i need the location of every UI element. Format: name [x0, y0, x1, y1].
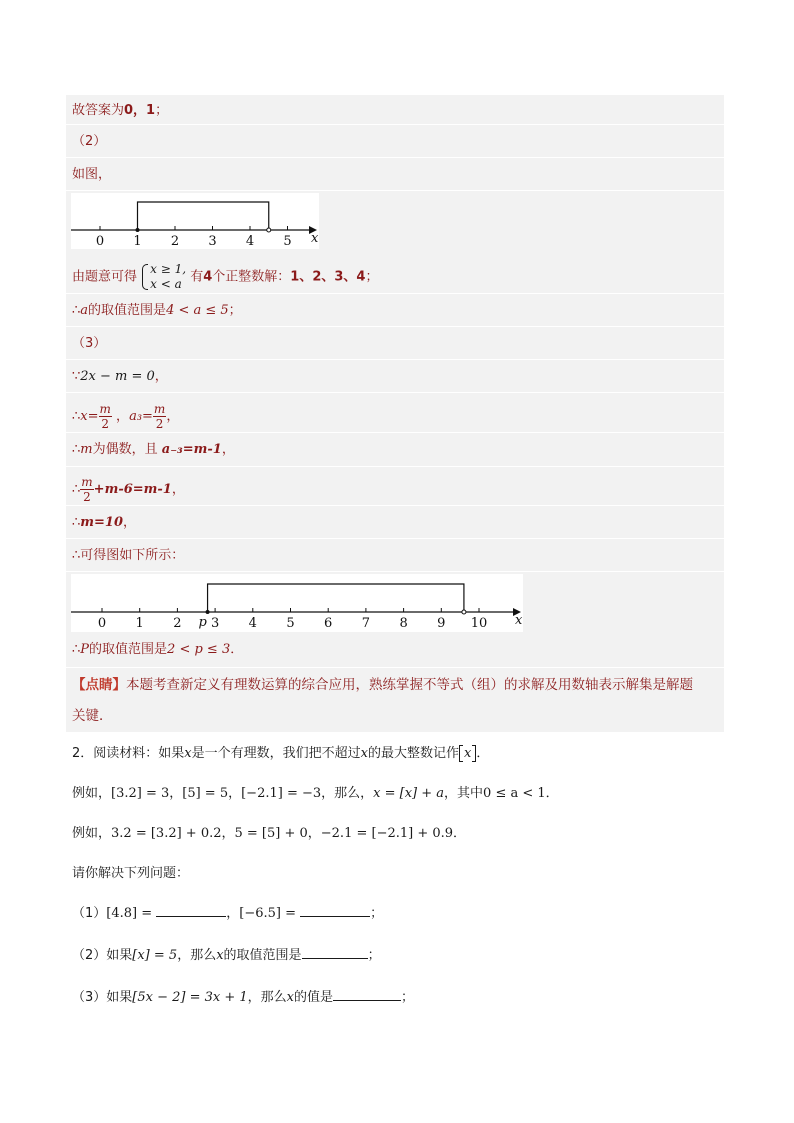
- tick-label: 8: [399, 616, 408, 631]
- text-has: 有: [190, 269, 204, 285]
- tick-label: 3: [208, 234, 217, 249]
- axis-label: x: [311, 231, 319, 246]
- figure-below-text: 可得图如下所示：: [80, 548, 185, 563]
- text-where: ，其中: [444, 786, 484, 801]
- tick-label: 2: [173, 616, 182, 631]
- var-a: a: [80, 303, 89, 318]
- therefore-symbol: ∴: [72, 482, 81, 497]
- row-separator: [66, 466, 724, 467]
- row-separator: [66, 538, 724, 539]
- m-equation-line: [72, 475, 185, 504]
- frac-denominator: 2: [83, 490, 91, 504]
- q2-intro: 2．阅读材料：如果x是一个有理数，我们把不超过x的最大整数记作 x ．: [72, 746, 490, 761]
- row-separator: [66, 359, 724, 360]
- m-value-line: [72, 514, 136, 532]
- tick-label: 9: [437, 616, 446, 631]
- answer-text: 故答案为: [72, 103, 125, 118]
- floor-bracket-right: [472, 745, 476, 762]
- punctuation: ，: [171, 482, 185, 497]
- example-line-1: 例如，[3.2] = 3，[5] = 5，[−2.1] = −3，那么，x = [x] + a，其中0 ≤ a < 1．: [72, 786, 559, 801]
- comment-line-2: 关键．: [72, 708, 113, 724]
- punctuation: ，: [221, 442, 235, 457]
- var-x: x: [286, 990, 295, 1005]
- punctuation: ；: [365, 269, 379, 285]
- sub-question-3: （3）如果[5x − 2] = 3x + 1，那么x的值是 ；: [72, 986, 414, 1007]
- equation-line: [72, 368, 168, 386]
- var-x: x: [360, 746, 368, 761]
- a-condition: 0 ≤ a < 1: [483, 786, 546, 801]
- sub-question-2: （2）如果[x] = 5，那么x的取值范围是 ；: [72, 944, 381, 965]
- a-minus3-expr: a₋₃=m-1: [161, 442, 222, 457]
- answer-blank-4[interactable]: [333, 986, 401, 1001]
- tick-label: 0: [95, 234, 105, 249]
- number-line-2: [71, 574, 523, 632]
- fraction-m-2: [80, 475, 93, 504]
- example-label: 例如，: [72, 826, 112, 841]
- answer-blank-3[interactable]: [302, 944, 368, 959]
- var-x: x: [184, 746, 192, 761]
- answer-blank-1[interactable]: [156, 902, 226, 917]
- solution-box: [208, 584, 464, 612]
- closed-endpoint: [206, 610, 210, 614]
- text-then: ，那么，: [321, 786, 374, 801]
- var-x: x: [464, 746, 472, 761]
- figure-below-line: [72, 547, 184, 565]
- m-equation: +m-6=m-1: [93, 482, 172, 497]
- punctuation: ；: [155, 103, 169, 118]
- row-separator: [66, 326, 724, 327]
- therefore-symbol: ∴: [72, 515, 81, 530]
- range-text: 的取值范围是: [88, 303, 167, 318]
- a-range-line: [72, 302, 242, 320]
- answer-line-1: [72, 102, 168, 120]
- number-line-1: [71, 193, 319, 249]
- text-then: ，那么: [177, 948, 217, 963]
- row-separator: [66, 157, 724, 158]
- row-separator: [66, 571, 724, 572]
- therefore-symbol: ∴: [72, 642, 81, 657]
- derive-text: 由题意可得: [72, 269, 138, 285]
- as-figure-text: 如图，: [72, 167, 112, 182]
- axis-label: x: [515, 613, 523, 628]
- int-list: 1、2、3、4: [290, 269, 366, 285]
- therefore-symbol: ∴: [72, 303, 81, 318]
- because-symbol: ∵: [72, 369, 81, 384]
- example-line-2: 例如，3.2 = [3.2] + 0.2，5 = [5] + 0，−2.1 = [−2.1] + 0.9．: [72, 826, 467, 841]
- tick-label: 10: [470, 616, 488, 631]
- tick-label: 1: [135, 616, 144, 631]
- text-int-solutions: 个正整数解：: [212, 269, 291, 285]
- a-range: 4 < a ≤ 5: [166, 303, 229, 318]
- comment-text: 本题考查新定义有理数运算的综合应用，熟练掌握不等式（组）的求解及用数轴表示解集是解题: [126, 677, 693, 693]
- inequality-1: x ≥ 1,: [150, 262, 187, 276]
- p-label: p: [198, 615, 207, 630]
- frac-numerator: m: [99, 402, 111, 416]
- floor-4-8: [4.8] =: [106, 906, 153, 921]
- comment-tag: 【点睛】: [72, 677, 126, 693]
- tick-label: 5: [286, 616, 295, 631]
- tick-label: 1: [133, 234, 142, 249]
- punctuation: ；: [228, 303, 242, 318]
- punctuation: ，: [116, 409, 130, 424]
- a3-equals: a₃=: [129, 409, 153, 424]
- punctuation: ，: [154, 369, 168, 384]
- frac-numerator: m: [81, 475, 93, 489]
- closed-endpoint: [136, 228, 140, 232]
- q2-intro-text: 是一个有理数，我们把不超过: [191, 746, 361, 761]
- floor-examples: [3.2] = 3，[5] = 5，[−2.1] = −3: [111, 786, 322, 801]
- floor-equation: [5x − 2] = 3x + 1: [132, 990, 248, 1005]
- therefore-symbol: ∴: [72, 548, 81, 563]
- frac-denominator: 2: [155, 417, 164, 431]
- equation: 2x − m = 0: [80, 369, 155, 384]
- tick-label: 5: [283, 234, 292, 249]
- frac-numerator: m: [153, 402, 166, 416]
- frac-denominator: 2: [101, 417, 110, 431]
- solution-box: [138, 202, 269, 230]
- is-even-text: 为偶数，且: [92, 442, 158, 457]
- sub-q-label: （3）如果: [72, 990, 133, 1005]
- p-range: 2 < p ≤ 3: [167, 642, 231, 657]
- therefore-symbol: ∴: [72, 442, 81, 457]
- m-even-line: [72, 441, 235, 459]
- tick-label: 0: [97, 616, 107, 631]
- p-range-line: [72, 641, 243, 659]
- fraction-m-2: [99, 402, 112, 431]
- sub-q-label: （1）: [72, 906, 107, 921]
- example-label: 例如，: [72, 786, 112, 801]
- tick-label: 2: [170, 234, 180, 249]
- row-separator: [66, 667, 724, 668]
- tick-label: 6: [324, 616, 333, 631]
- var-x: x: [216, 948, 224, 963]
- floor-neg-6-5: [−6.5] =: [239, 906, 297, 921]
- x-value-line: [72, 402, 179, 431]
- row-separator: [66, 392, 724, 393]
- floor-x-eq-5: [x] = 5: [132, 948, 178, 963]
- answer-values: 0，1: [124, 103, 156, 118]
- therefore-symbol: ∴: [72, 409, 81, 424]
- m-value: m=10: [80, 515, 124, 530]
- part-3-label: （3）: [72, 336, 107, 351]
- range-text: 的取值范围是: [223, 948, 302, 963]
- comment-line-1: [72, 676, 693, 694]
- q2-intro-text: 的最大整数记作: [367, 746, 459, 761]
- floor-bracket-left: [459, 745, 463, 762]
- answer-blank-2[interactable]: [300, 902, 370, 917]
- tick-label: 3: [210, 616, 220, 631]
- text-then: ，那么: [247, 990, 287, 1005]
- punctuation: ，: [123, 515, 137, 530]
- number-line-1-svg: [71, 193, 319, 249]
- derive-line: [72, 262, 378, 292]
- count-four: 4: [203, 269, 213, 285]
- part-2-label: （2）: [72, 134, 107, 149]
- tick-label: 4: [248, 616, 257, 631]
- decomposition: x = [x] + a: [373, 786, 445, 801]
- open-endpoint: [267, 228, 271, 232]
- number-line-2-svg: [71, 574, 523, 632]
- sub-q-label: （2）如果: [72, 948, 133, 963]
- inequality-system: [141, 262, 186, 292]
- row-separator: [66, 432, 724, 433]
- var-p: P: [80, 642, 90, 657]
- range-text: 的取值范围是: [89, 642, 168, 657]
- sub-question-1: （1）[4.8] = ，[−6.5] = ；: [72, 902, 383, 923]
- decomposition-examples: 3.2 = [3.2] + 0.2，5 = [5] + 0，−2.1 = [−2.1] + 0.9: [111, 826, 454, 841]
- value-text: 的值是: [294, 990, 334, 1005]
- tick-label: 4: [245, 234, 255, 249]
- solve-prompt: 请你解决下列问题：: [72, 866, 190, 881]
- open-endpoint: [462, 610, 466, 614]
- var-m: m: [80, 442, 93, 457]
- row-separator: [66, 293, 724, 294]
- row-separator: [66, 124, 724, 125]
- row-separator: [66, 505, 724, 506]
- row-separator: [66, 190, 724, 191]
- x-equals: x=: [80, 409, 99, 424]
- fraction-m-2: [153, 402, 166, 431]
- punctuation: ，: [166, 409, 180, 424]
- q2-intro-text: 2．阅读材料：如果: [72, 746, 185, 761]
- punctuation: ．: [230, 642, 244, 657]
- tick-label: 7: [361, 616, 371, 631]
- inequality-2: x < a: [150, 277, 182, 291]
